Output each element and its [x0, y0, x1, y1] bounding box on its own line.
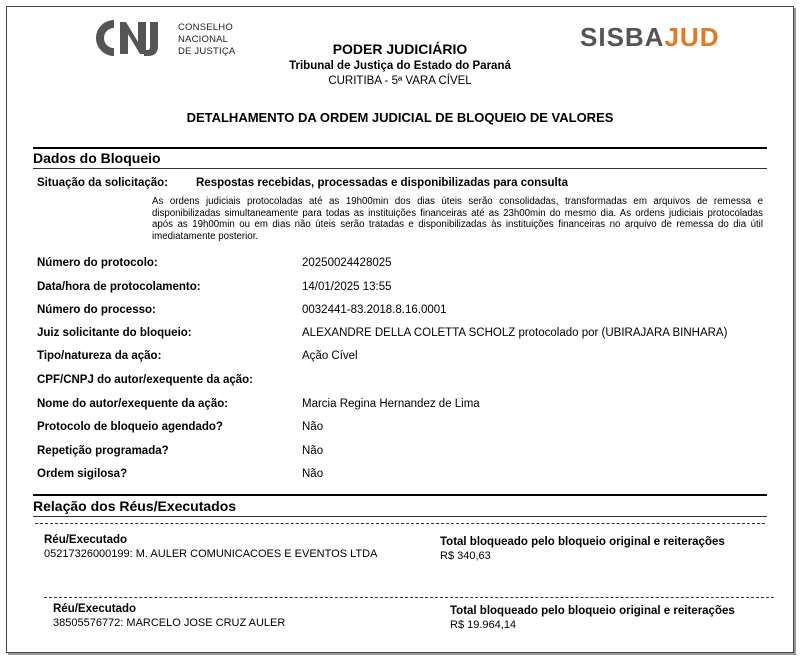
sisbajud-logo-part1: SISBA — [580, 22, 665, 52]
cnj-line-2: NACIONAL — [178, 34, 229, 45]
section-dados-title: Dados do Bloqueio — [33, 147, 767, 169]
field-value: 14/01/2025 13:55 — [302, 281, 392, 293]
reu-title: Réu/Executado — [53, 603, 137, 615]
situacao-value: Respostas recebidas, processadas e disponibilizadas para consulta — [196, 177, 568, 189]
field-label: Nome do autor/exequente da ação: — [37, 398, 229, 410]
field-value: 0032441-83.2018.8.16.0001 — [302, 304, 447, 316]
reu-total-value: R$ 19.964,14 — [450, 619, 517, 631]
divider — [35, 523, 765, 524]
field-label: Número do protocolo: — [37, 257, 158, 269]
reu-value: 05217326000199: M. AULER COMUNICACOES E EVENTOS LTDA — [44, 548, 378, 560]
field-value: 20250024428025 — [302, 257, 392, 269]
field-label: CPF/CNPJ do autor/exequente da ação: — [37, 374, 253, 386]
field-value: Marcia Regina Hernandez de Lima — [302, 398, 480, 410]
situacao-description: As ordens judiciais protocoladas até as 19h00min dos dias úteis serão consolidadas, transformadas em arquivos de remessa e disponibilizadas simultaneamente para todas as instituições financeiras até as 23h00min do mesmo dia. As ordens judiciais protocoladas após as 19h00min ou em dias não úteis serão tratadas e disponibilizadas às instituições financeiras no arquivo de remessa do dia útil imediatamente posterior. — [152, 196, 763, 242]
field-value: Não — [302, 421, 324, 433]
field-value: Não — [302, 445, 324, 457]
header-poder: PODER JUDICIÁRIO — [332, 41, 468, 57]
field-label: Tipo/natureza da ação: — [37, 350, 162, 362]
field-value: ALEXANDRE DELLA COLETTA SCHOLZ protocolado por (UBIRAJARA BINHARA) — [302, 327, 728, 339]
header-tribunal: Tribunal de Justiça do Estado do Paraná — [289, 60, 511, 72]
header-vara: CURITIBA - 5ª VARA CÍVEL — [328, 75, 472, 87]
field-label: Protocolo de bloqueio agendado? — [37, 421, 223, 433]
situacao-label: Situação da solicitação: — [37, 177, 169, 189]
divider — [44, 597, 774, 598]
reu-title: Réu/Executado — [44, 534, 128, 546]
field-value: Ação Cível — [302, 350, 358, 362]
reu-total-label: Total bloqueado pelo bloqueio original e reiterações — [450, 605, 735, 617]
field-value: Não — [302, 468, 324, 480]
field-label: Ordem sigilosa? — [37, 468, 128, 480]
document-title: DETALHAMENTO DA ORDEM JUDICIAL DE BLOQUEIO DE VALORES — [186, 110, 614, 125]
cnj-line-1: CONSELHO — [178, 22, 233, 33]
field-label: Data/hora de protocolamento: — [37, 281, 201, 293]
sisbajud-logo-part2: JUD — [664, 22, 720, 52]
field-label: Repetição programada? — [37, 445, 169, 457]
reu-total-label: Total bloqueado pelo bloqueio original e reiterações — [440, 536, 725, 548]
field-label: Juiz solicitante do bloqueio: — [37, 327, 192, 339]
field-label: Número do processo: — [37, 304, 156, 316]
reu-total-value: R$ 340,63 — [440, 550, 491, 562]
cnj-line-3: DE JUSTIÇA — [178, 46, 236, 57]
reu-value: 38505576772: MARCELO JOSE CRUZ AULER — [53, 617, 286, 629]
section-reus-title: Relação dos Réus/Executados — [33, 494, 767, 517]
